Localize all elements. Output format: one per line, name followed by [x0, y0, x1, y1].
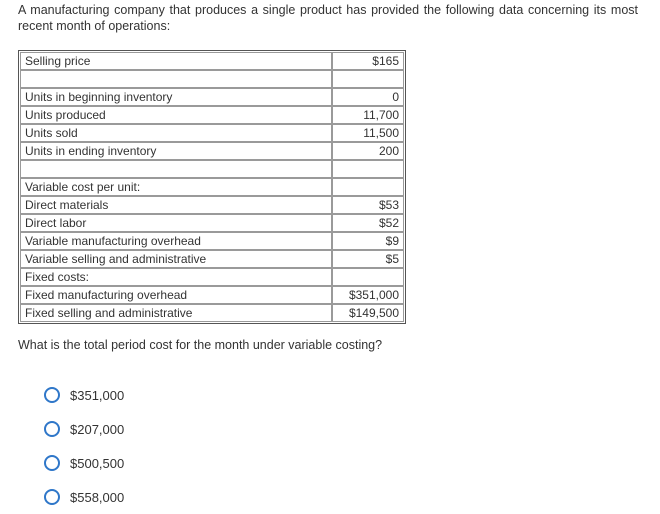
option-label[interactable]: $207,000 — [70, 421, 125, 437]
row-label: Units produced — [20, 106, 332, 124]
radio-button-icon[interactable] — [44, 489, 60, 505]
answer-option[interactable] — [44, 480, 124, 514]
table-row — [20, 52, 404, 70]
row-label: Fixed costs: — [20, 268, 332, 286]
answer-option[interactable] — [44, 412, 124, 446]
row-value — [332, 70, 404, 88]
row-value — [332, 178, 404, 196]
table-row — [20, 178, 404, 196]
answer-option[interactable] — [44, 378, 124, 412]
row-value: 11,700 — [332, 106, 404, 124]
answer-options — [44, 378, 124, 514]
radio-button-icon[interactable] — [44, 455, 60, 471]
row-value: $53 — [332, 196, 404, 214]
row-label: Units sold — [20, 124, 332, 142]
row-label: Units in ending inventory — [20, 142, 332, 160]
option-label[interactable]: $351,000 — [70, 387, 125, 403]
table-row — [20, 106, 404, 124]
row-value: $149,500 — [332, 304, 404, 322]
table-row — [20, 286, 404, 304]
row-label: Variable cost per unit: — [20, 178, 332, 196]
row-value: 200 — [332, 142, 404, 160]
table-row — [20, 250, 404, 268]
question-text: What is the total period cost for the month under variable costing? — [18, 338, 383, 352]
row-label: Selling price — [20, 52, 332, 70]
table-row — [20, 268, 404, 286]
table-row — [20, 70, 404, 88]
answer-option[interactable] — [44, 446, 124, 480]
table-row — [20, 196, 404, 214]
row-value: 0 — [332, 88, 404, 106]
table-row — [20, 88, 404, 106]
row-label: Direct materials — [20, 196, 332, 214]
row-value: $52 — [332, 214, 404, 232]
table-row — [20, 304, 404, 322]
problem-intro: A manufacturing company that produces a single product has provided the following data concerning its most recent month of operations: — [18, 3, 638, 33]
row-label — [20, 70, 332, 88]
radio-button-icon[interactable] — [44, 421, 60, 437]
row-label — [20, 160, 332, 178]
row-label: Fixed manufacturing overhead — [20, 286, 332, 304]
table-row — [20, 124, 404, 142]
data-table — [18, 50, 406, 324]
radio-button-icon[interactable] — [44, 387, 60, 403]
row-value — [332, 160, 404, 178]
row-label: Fixed selling and administrative — [20, 304, 332, 322]
table-row — [20, 160, 404, 178]
row-label: Direct labor — [20, 214, 332, 232]
row-value — [332, 268, 404, 286]
row-value: $9 — [332, 232, 404, 250]
row-value: $351,000 — [332, 286, 404, 304]
table-row — [20, 232, 404, 250]
row-label: Units in beginning inventory — [20, 88, 332, 106]
table-row — [20, 214, 404, 232]
row-label: Variable manufacturing overhead — [20, 232, 332, 250]
row-value: $5 — [332, 250, 404, 268]
option-label[interactable]: $558,000 — [70, 489, 125, 505]
row-label: Variable selling and administrative — [20, 250, 332, 268]
option-label[interactable]: $500,500 — [70, 455, 125, 471]
table-row — [20, 142, 404, 160]
row-value: 11,500 — [332, 124, 404, 142]
row-value: $165 — [332, 52, 404, 70]
